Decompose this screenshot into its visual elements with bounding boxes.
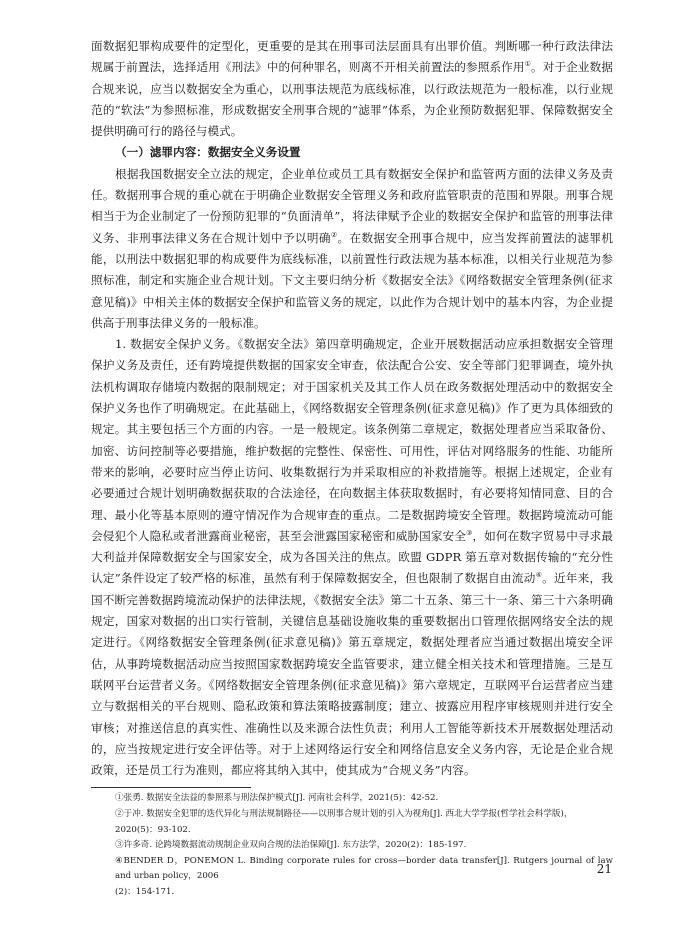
footnotes: [91, 791, 613, 900]
footnote-reference[interactable]: ③: [466, 528, 473, 537]
paragraph-text: 。近年来，我国不断完善数据跨境流动保护的法律法规，《数据安全法》第二十五条、第三十一条、第三十六条明确规定，国家对数据的出口实行管制，关键信息基础设施收集的重要数据出口管理依据网络安全法的规定进行。《网络数据安全管理条例(征求意见稿)》第五章规定，数据处理者应当通过数据出境安全评估，从事跨境数据活动应当按照国家数据跨境安全监管要求，建立健全相关技术和管理措施。三是互联网平台运营者义务。《网络数据安全管理条例(征求意见稿)》第六章规定，互联网平台运营者应当建立与数据相关的平台规则、隐私政策和算法策略披露制度；建立、披露应用程序审核规则并进行安全审核；对推送信息的真实性、准确性以及来源合法性负责；利用人工智能等新技术开展数据处理活动的，应当按规定进行安全评估等。对于上述网络运行安全和网络信息安全义务内容，无论是企业合规政策，还是员工行为准则，都应将其纳入其中，使其成为“合规义务”内容。: [91, 571, 613, 778]
paragraph-text: 面数据犯罪构成要件的定型化，更重要的是其在刑事司法层面具有出罪价值。判断哪一种行政法律法规属于前置法，选择适用《刑法》中的何种罪名，则离不开相关前置法的参照系作用: [91, 39, 613, 75]
footnote: ②于冲. 数据安全犯罪的迭代异化与刑法规制路径——以刑事合规计划的引入为视角[J]. 西北大学学报(哲学社会科学版)，: [115, 808, 573, 819]
paragraph-continued: [91, 36, 613, 142]
paragraph-text: 1. 数据安全保护义务。《数据安全法》第四章明确规定，企业开展数据活动应承担数据安全管理保护义务及责任，还有跨境提供数据的国家安全审查，依法配合公安、安全等部门犯罪调查，境外执法机构调取存储境内数据的限制规定；对于国家机关及其工作人员在政务数据处理活动中的数据安全保护义务也作了明确规定。在此基础上，《网络数据安全管理条例(征求意见稿)》作了更为具体细致的规定。其主要包括三个方面的内容。一是一般规定。该条例第二章规定，数据处理者应当采取备份、加密、访问控制等必要措施，维护数据的完整性、保密性、可用性，评估对网络服务的性能、功能所带来的影响，必要时应当停止访问、收集数据行为并采取相应的补救措施等。根据上述规定，企业有必要通过合规计划明确数据获取的合法途径，在向数据主体获取数据时，有必要将知情同意、目的合理、最小化等基本原则的遵守情况作为合规审查的重点。二是数据跨境安全管理。数据跨境流动可能会侵犯个人隐私或者泄露商业秘密，甚至会泄露国家秘密和威胁国家安全: [91, 337, 613, 543]
footnote-reference[interactable]: ④: [535, 571, 543, 580]
paragraph: [91, 164, 613, 334]
footnote-continuation: 2020(5)：93-102.: [115, 824, 191, 835]
footnote-continuation: (2)：154-171.: [115, 886, 175, 897]
paragraph-text: 。对于企业数据合规来说，应当以数据安全为重心，以刑事法规范为底线标准，以行政法规范为一般标准，以行业规范的“软法”为参照标准，形成数据安全刑事合规的“滤罪”体系，为企业预防数据犯罪、保障数据安全提供明确可行的路径与模式。: [91, 60, 613, 139]
paragraph: [91, 334, 613, 781]
footnote-divider: [91, 787, 251, 788]
footnote: ③许多奇. 论跨境数据流动规制企业双向合规的法治保障[J]. 东方法学，2020(2)：185-197.: [115, 840, 467, 851]
paragraph-text: ，如何在数字贸易中寻求最大利益并保障数据安全与国家安全，成为各国关注的焦点。欧盟 GDPR 第五章对数据传输的“充分性认定”条件设定了较严格的标准，虽然有利于保障数据安全，但也限制了数据自由流动: [91, 528, 613, 586]
paragraph-text: 。在数据安全刑事合规中，应当发挥前置法的滤罪机能，以刑法中数据犯罪的构成要件为底线标准，以前置性行政法规为基本标准，以相关行业规范为参照标准，制定和实施企业合规计划。下文主要归纳分析《数据安全法》《网络数据安全管理条例(征求意见稿)》中相关主体的数据安全保护和监管义务的规定，以此作为合规计划中的基本内容，为企业提供高于刑事法律义务的一般标准。: [91, 230, 613, 330]
section-heading: （一）滤罪内容：数据安全义务设置: [115, 145, 301, 160]
footnote: ①张勇. 数据安全法益的参照系与刑法保护模式[J]. 河南社会科学，2021(5)：42-52.: [115, 793, 439, 804]
page-body: [91, 36, 613, 901]
footnote-reference[interactable]: ②: [330, 230, 338, 239]
footnote-reference[interactable]: ①: [524, 60, 532, 69]
paragraph-text: 根据我国数据安全立法的规定，企业单位或员工具有数据安全保护和监管两方面的法律义务及责任。数据刑事合规的重心就在于明确企业数据安全管理义务和政府监管职责的范围和界限。刑事合规相当于为企业制定了一份预防犯罪的“负面清单”，将法律赋予企业的数据安全保护和监管的刑事法律义务、非刑事法律义务在合规计划中予以明确: [91, 166, 613, 245]
page-number: 21: [596, 862, 612, 876]
footnote: ④BENDER D，PONEMON L. Binding corporate rules for cross—border data transfer[J]. Rutgers journal of law and urban policy，2006: [115, 855, 613, 882]
